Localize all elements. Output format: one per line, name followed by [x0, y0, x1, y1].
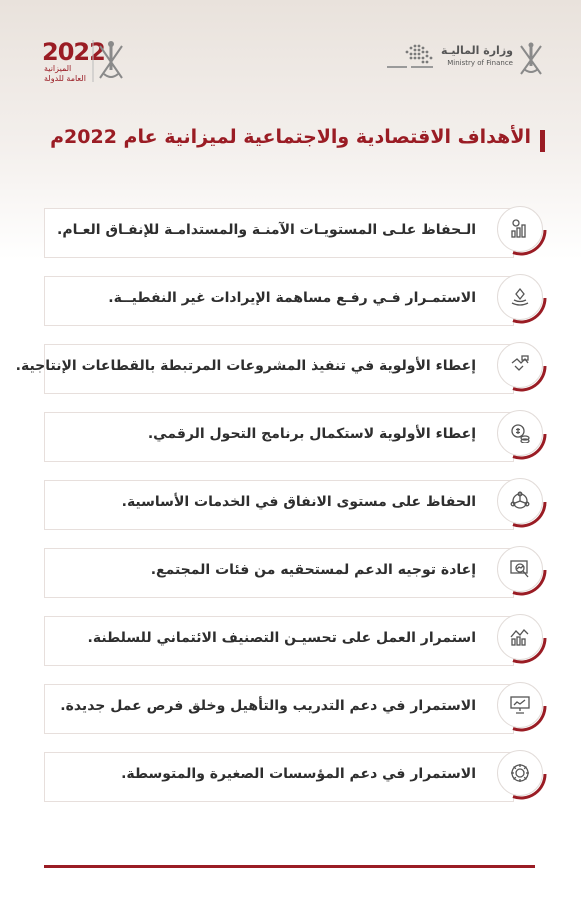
goal-text: إعطاء الأولوية في تنفيذ المشروعات المرتبطة بالقطاعات الإنتاجية.	[15, 358, 476, 374]
footer-divider	[44, 865, 535, 868]
title-accent-bar	[540, 130, 545, 152]
goal-item-2	[44, 276, 544, 328]
goal-item-4	[44, 412, 544, 464]
goal-icon-badge	[497, 342, 545, 390]
goal-text: إعادة توجيه الدعم لمستحقيه من فئات المجتمع.	[150, 562, 476, 578]
ministry-name-ar: وزارة الماليـة	[440, 44, 513, 57]
goal-item-9	[44, 752, 544, 804]
page-title: الأهداف الاقتصادية والاجتماعية لميزانية عام 2022م	[50, 126, 531, 148]
oman-emblem-icon	[92, 40, 130, 86]
goal-item-7	[44, 616, 544, 668]
goal-text: الحفاظ على مستوى الانفاق في الخدمات الأساسية.	[121, 494, 476, 510]
handshake-icon	[510, 355, 530, 375]
budget-logo-year: 2022	[42, 38, 105, 66]
goal-item-5	[44, 480, 544, 532]
magnifier-chart-icon	[510, 559, 530, 579]
budget-2022-logo	[42, 38, 132, 86]
goal-text: الاستمـرار فـي رفـع مساهمة الإيرادات غير النفطيــة.	[108, 290, 476, 306]
ministry-name-en: Ministry of Finance	[447, 59, 513, 67]
gear-globe-icon	[510, 763, 530, 783]
goal-icon-badge	[497, 682, 545, 730]
goal-item-6	[44, 548, 544, 600]
presentation-icon	[510, 695, 530, 715]
goal-item-1	[44, 208, 544, 260]
page-title-row	[25, 126, 545, 156]
goal-text: الـحفاظ علـى المستويـات الآمنـة والمستدامـة للإنفـاق العـام.	[57, 222, 476, 238]
goal-text: الاستمرار في دعم المؤسسات الصغيرة والمتوسطة.	[121, 766, 476, 782]
goal-item-3	[15, 344, 544, 396]
rising-chart-icon	[510, 627, 530, 647]
revenue-hand-icon	[510, 287, 530, 307]
digital-coins-icon	[510, 423, 530, 443]
ministry-of-finance-logo	[440, 40, 545, 76]
services-globe-icon	[510, 491, 530, 511]
money-chart-icon	[510, 219, 530, 239]
goal-icon-badge	[497, 750, 545, 798]
budget-logo-line1: الميزانية	[44, 64, 72, 73]
goal-text: استمرار العمل على تحسيـن التصنيف الائتماني للسلطنة.	[87, 630, 476, 646]
goal-icon-badge	[497, 410, 545, 458]
budget-logo-line2: العامة للدولة	[44, 74, 86, 83]
ministry-emblem-icon	[517, 42, 545, 80]
goal-item-8	[44, 684, 544, 736]
goal-icon-badge	[497, 478, 545, 526]
goal-icon-badge	[497, 546, 545, 594]
goal-icon-badge	[497, 206, 545, 254]
header	[0, 0, 581, 110]
goal-text: إعطاء الأولوية لاستكمال برنامج التحول الرقمي.	[147, 426, 476, 442]
goal-icon-badge	[497, 614, 545, 662]
goal-text: الاستمرار في دعم التدريب والتأهيل وخلق فرص عمل جديدة.	[60, 698, 476, 714]
goal-icon-badge	[497, 274, 545, 322]
vision-logo-icon	[385, 40, 437, 78]
